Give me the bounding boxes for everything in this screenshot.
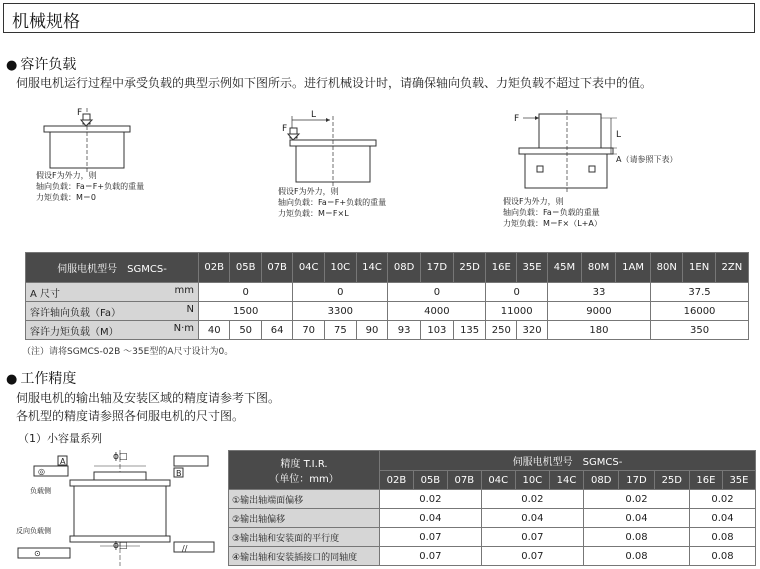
tol-concentricity-icon: ◎ <box>38 467 45 476</box>
table-row: ②输出轴偏移 0.04 0.04 0.04 0.04 <box>229 509 756 528</box>
model-col: 16E <box>486 253 517 283</box>
fig3-text: 假设F为外力，则 轴向负载：Fa＝负载的重量 力矩负载：M＝F×（L+A） <box>503 197 602 228</box>
model-col: 14C <box>549 471 583 490</box>
load-figure-3 <box>505 108 625 194</box>
table-row: 容许力矩负载（M） N·m 40 50 64 70 75 90 93 103 135 250 320 180 350 <box>26 321 749 340</box>
precision-table-hdr2: 伺服电机型号 SGMCS- <box>380 451 756 471</box>
model-col: 35E <box>517 253 548 283</box>
load-table-header-label: 伺服电机型号 SGMCS- <box>26 253 199 283</box>
model-col: 1EN <box>683 253 715 283</box>
fig2-dim-label: L <box>311 110 317 120</box>
table-row: ①输出轴端面偏移 0.02 0.02 0.02 0.02 <box>229 490 756 509</box>
load-side-label: 负载侧 <box>30 487 51 495</box>
precision-table-hdr1: 精度 T.I.R. （单位：mm） <box>229 451 380 490</box>
model-col: 25D <box>654 471 689 490</box>
model-col: 02B <box>199 253 230 283</box>
model-col: 35E <box>722 471 755 490</box>
fig1-force-label: F <box>77 108 83 118</box>
model-col: 05B <box>413 471 447 490</box>
table-row: ③输出轴和安装面的平行度 0.07 0.07 0.08 0.08 <box>229 528 756 547</box>
model-col: 2ZN <box>715 253 748 283</box>
model-col: 80N <box>651 253 683 283</box>
fig2-text: 假设F为外力，则 轴向负载：Fa＝F+负载的重量 力矩负载：M＝F×L <box>278 187 387 218</box>
model-col: 02B <box>380 471 414 490</box>
fig1-text: 假设F为外力，则 轴向负载：Fa＝F+负载的重量 力矩负载：M＝0 <box>36 171 145 202</box>
load-table <box>25 252 749 340</box>
model-col: 16E <box>689 471 722 490</box>
model-col: 08D <box>584 471 619 490</box>
tol-runout-icon: ⊙ <box>34 549 41 558</box>
page-title-bar <box>3 3 755 33</box>
load-table-note: （注）请将SGMCS-02B ～35E型的A尺寸设计为0。 <box>22 347 234 357</box>
model-col: 17D <box>421 253 454 283</box>
model-col: 1AM <box>616 253 651 283</box>
precision-heading: ● 工作精度 <box>6 371 77 387</box>
precision-desc-2: 各机型的精度请参照各伺服电机的尺寸图。 <box>16 409 245 423</box>
anti-load-side-label: 反向负载侧 <box>16 527 51 535</box>
fig3-dim-l: L <box>616 130 622 140</box>
model-col: 10C <box>515 471 549 490</box>
model-col: 07B <box>447 471 481 490</box>
model-col: 04C <box>481 471 515 490</box>
phi-bottom-label: ϕ□ <box>113 541 128 551</box>
datum-a-label: A <box>60 457 66 466</box>
model-col: 80M <box>582 253 616 283</box>
model-col: 25D <box>453 253 486 283</box>
page-title: 机械规格 <box>12 12 80 32</box>
load-description: 伺服电机运行过程中承受负载的典型示例如下图所示。进行机械设计时，请确保轴向负载、力矩负载不超过下表中的值。 <box>16 76 653 90</box>
fig3-dim-a: A（请参照下表） <box>616 155 678 164</box>
model-col: 45M <box>547 253 581 283</box>
model-col: 07B <box>261 253 292 283</box>
table-row: 容许轴向负载（Fa） N 1500 3300 4000 11000 9000 16000 <box>26 302 749 321</box>
model-col: 05B <box>230 253 261 283</box>
table-row: ④输出轴和安装插接口的同轴度 0.07 0.07 0.08 0.08 <box>229 547 756 566</box>
phi-top-label: ϕ□ <box>113 452 128 462</box>
fig2-force-label: F <box>282 124 288 134</box>
model-col: 08D <box>388 253 421 283</box>
model-col: 10C <box>325 253 357 283</box>
model-col: 17D <box>619 471 654 490</box>
load-figure-1 <box>30 106 140 176</box>
model-col: 14C <box>356 253 388 283</box>
table-row: A 尺寸 mm 0 0 0 0 33 37.5 <box>26 283 749 302</box>
load-heading: ● 容许负载 <box>6 57 77 73</box>
bullet-icon: ● <box>6 372 18 387</box>
tol-parallel-icon: // <box>182 544 188 553</box>
fig3-force-label: F <box>514 114 520 124</box>
bullet-icon: ● <box>6 58 18 73</box>
precision-subheading: （1）小容量系列 <box>18 432 102 445</box>
precision-desc-1: 伺服电机的输出轴及安装区域的精度请参考下图。 <box>16 391 281 405</box>
datum-b-label: B <box>176 469 182 478</box>
model-col: 04C <box>293 253 325 283</box>
load-figure-2 <box>280 110 390 190</box>
precision-table <box>228 450 756 566</box>
